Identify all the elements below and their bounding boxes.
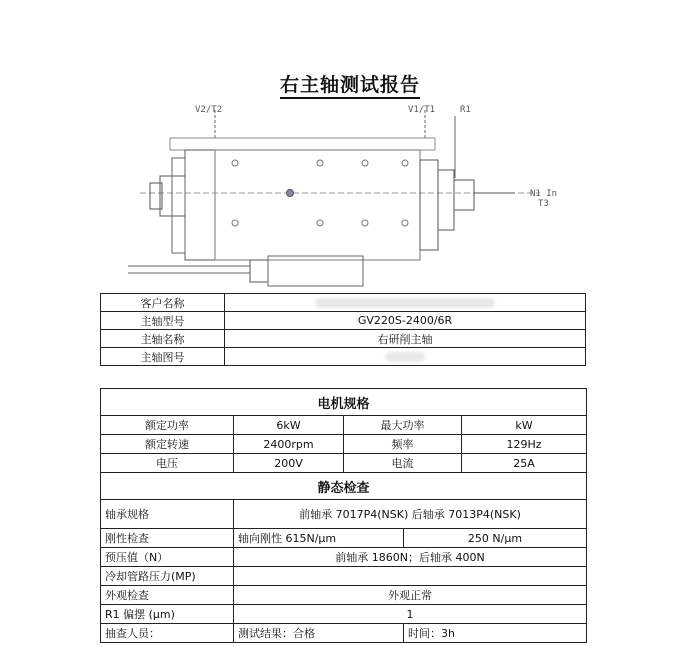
table-row — [101, 435, 587, 454]
name-label: 主轴名称 — [101, 330, 225, 348]
cooling-pressure-label: 冷却管路压力(MP) — [101, 567, 234, 586]
label-v1: V1/T1 — [408, 105, 436, 115]
voltage-value: 200V — [234, 454, 344, 473]
table-row — [101, 330, 586, 348]
customer-label: 客户名称 — [101, 294, 225, 312]
test-result: 测试结果：合格 — [234, 624, 404, 643]
table-row — [101, 389, 587, 416]
table-row — [101, 586, 587, 605]
spindle-drawing — [120, 98, 590, 293]
rated-speed-value: 2400rpm — [234, 435, 344, 454]
drawing-number-label: 主轴图号 — [101, 348, 225, 366]
appearance-value: 外观正常 — [234, 586, 587, 605]
test-time: 时间：3h — [404, 624, 587, 643]
rigidity-axial: 轴向刚性 615N/μm — [234, 529, 404, 548]
current-value: 25A — [462, 454, 587, 473]
rated-speed-label: 额定转速 — [101, 435, 234, 454]
max-power-label: 最大功率 — [344, 416, 462, 435]
frequency-value: 129Hz — [462, 435, 587, 454]
table-row — [101, 473, 587, 500]
bearing-value: 前轴承 7017P4(NSK) 后轴承 7013P4(NSK) — [234, 500, 587, 529]
rated-power-value: 6kW — [234, 416, 344, 435]
redacted-blur — [385, 352, 425, 362]
label-n1: N1 In — [530, 189, 558, 199]
preload-label: 预压值（N） — [101, 548, 234, 567]
table-row — [101, 605, 587, 624]
model-label: 主轴型号 — [101, 312, 225, 330]
table-row — [101, 454, 587, 473]
table-row — [101, 500, 587, 529]
spindle-info-table — [100, 293, 586, 366]
voltage-label: 电压 — [101, 454, 234, 473]
preload-value: 前轴承 1860N；后轴承 400N — [234, 548, 587, 567]
rigidity-radial: 250 N/μm — [404, 529, 587, 548]
report-title — [0, 70, 700, 97]
model-value: GV220S-2400/6R — [225, 312, 586, 330]
r1-runout-label: R1 偏摆 (μm) — [101, 605, 234, 624]
table-row — [101, 567, 587, 586]
label-v2: V2/T2 — [195, 105, 223, 115]
max-power-value: kW — [462, 416, 587, 435]
r1-runout-value: 1 — [234, 605, 587, 624]
table-row — [101, 312, 586, 330]
redacted-blur — [315, 298, 495, 308]
customer-value — [225, 294, 586, 312]
bearing-label: 轴承规格 — [101, 500, 234, 529]
report-title-text: 右主轴测试报告 — [280, 74, 420, 99]
table-row — [101, 529, 587, 548]
label-r1: R1 — [460, 105, 471, 115]
table-row — [101, 416, 587, 435]
name-value: 右研削主轴 — [225, 330, 586, 348]
table-row — [101, 348, 586, 366]
frequency-label: 频率 — [344, 435, 462, 454]
appearance-label: 外观检查 — [101, 586, 234, 605]
table-row — [101, 624, 587, 643]
spec-table — [100, 388, 587, 643]
table-row — [101, 294, 586, 312]
table-row — [101, 548, 587, 567]
current-label: 电流 — [344, 454, 462, 473]
rated-power-label: 额定功率 — [101, 416, 234, 435]
rigidity-label: 刚性检查 — [101, 529, 234, 548]
cooling-pressure-value — [234, 567, 587, 586]
static-check-header: 静态检查 — [101, 473, 587, 500]
label-t3: T3 — [538, 199, 549, 209]
inspector-label: 抽查人员： — [101, 624, 234, 643]
motor-spec-header: 电机规格 — [101, 389, 587, 416]
drawing-number-value — [225, 348, 586, 366]
